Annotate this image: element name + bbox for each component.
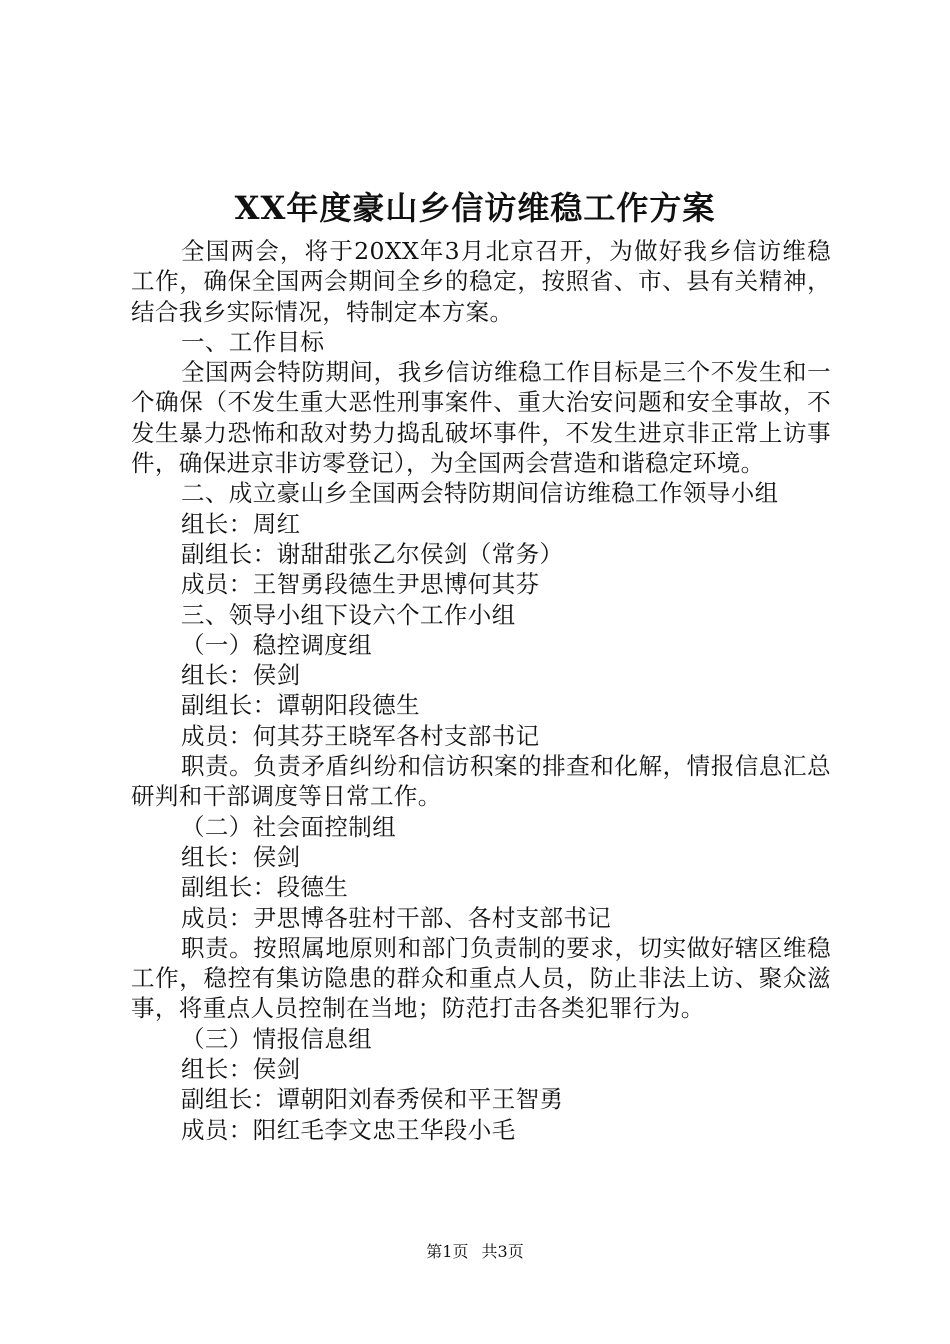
document-body [131, 236, 831, 1145]
group-3-deputy: 副组长：谭朝阳刘春秀侯和平王智勇 [181, 1085, 564, 1114]
group-2-deputy: 副组长：段德生 [181, 873, 349, 902]
document-title: XX年度豪山乡信访维稳工作方案 [234, 189, 716, 227]
group-1-leader: 组长：侯剑 [181, 661, 301, 690]
section-heading-groups: 三、领导小组下设六个工作小组 [181, 600, 516, 629]
paragraph-intro: 全国两会，将于20XX年3月北京召开，为做好我乡信访维稳工作，确保全国两会期间全乡的稳定，按照省、市、县有关精神，结合我乡实际情况，特制定本方案。 [131, 237, 831, 326]
group-1-duties: 职责。负责矛盾纠纷和信访积案的排查和化解，情报信息汇总研判和干部调度等日常工作。 [131, 752, 831, 811]
page-footer [0, 1241, 950, 1263]
group-heading-1: （一）稳控调度组 [181, 630, 373, 659]
deputy-leader-line: 副组长：谢甜甜张乙尔侯剑（常务） [181, 539, 564, 568]
group-heading-3: （三）情报信息组 [181, 1024, 373, 1053]
page-total: 共3页 [481, 1242, 524, 1261]
group-1-deputy: 副组长：谭朝阳段德生 [181, 691, 420, 720]
group-2-duties: 职责。按照属地原则和部门负责制的要求，切实做好辖区维稳工作，稳控有集访隐患的群众和重点人员，防止非法上访、聚众滋事，将重点人员控制在当地；防范打击各类犯罪行为。 [131, 933, 831, 1023]
section-heading-goals: 一、工作目标 [181, 327, 325, 356]
paragraph-goals: 全国两会特防期间，我乡信访维稳工作目标是三个不发生和一个确保（不发生重大恶性刑事案件、重大治安问题和安全事故，不发生暴力恐怖和敌对势力捣乱破坏事件，不发生进京非正常上访事件，确保进京非访零登记），为全国两会营造和谐稳定环境。 [131, 358, 831, 478]
page-number: 第1页 [426, 1242, 469, 1261]
section-heading-leadership: 二、成立豪山乡全国两会特防期间信访维稳工作领导小组 [181, 479, 779, 508]
leader-line: 组长：周红 [181, 509, 301, 538]
group-3-members: 成员：阳红毛李文忠王华段小毛 [181, 1115, 516, 1144]
group-2-leader: 组长：侯剑 [181, 842, 301, 871]
members-line: 成员：王智勇段德生尹思博何其芬 [181, 570, 540, 599]
group-2-members: 成员：尹思博各驻村干部、各村支部书记 [181, 903, 612, 932]
group-1-members: 成员：何其芬王晓军各村支部书记 [181, 721, 540, 750]
group-3-leader: 组长：侯剑 [181, 1055, 301, 1084]
group-heading-2: （二）社会面控制组 [181, 812, 397, 841]
